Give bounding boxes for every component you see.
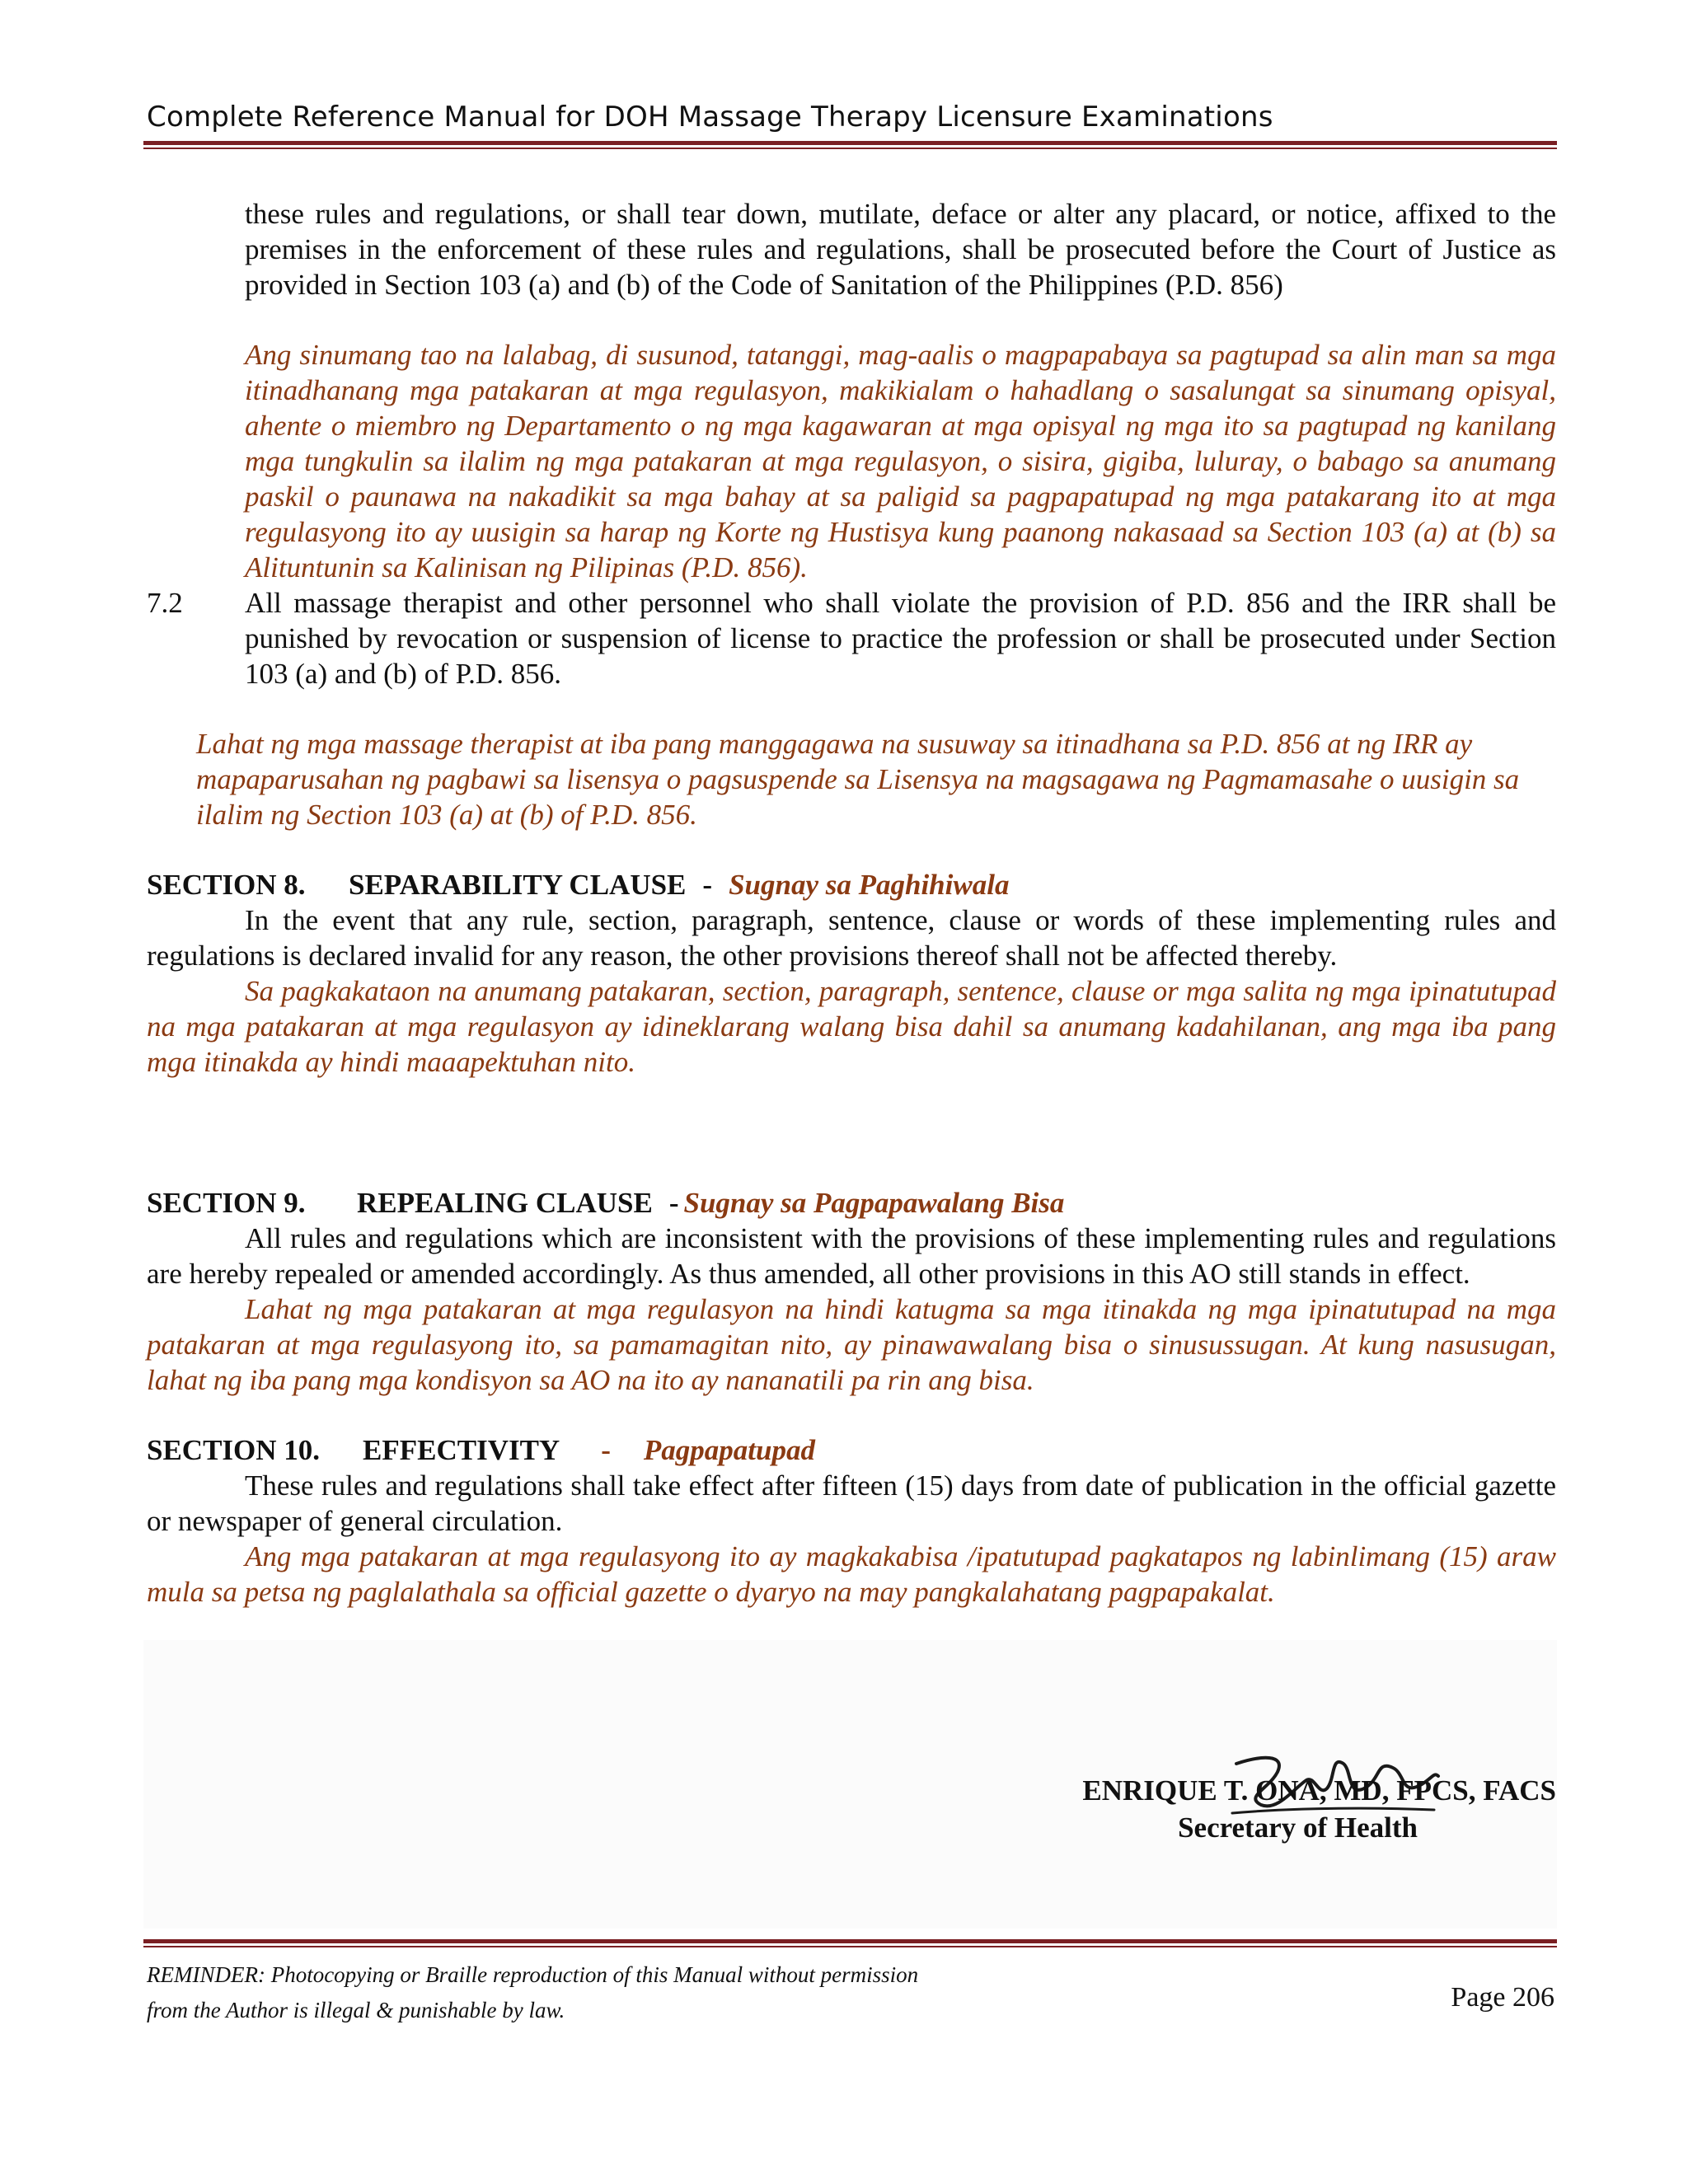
section-9-heading <box>147 1185 1556 1221</box>
page-number: Page 206 <box>1451 1982 1554 2013</box>
section-9-english: All rules and regulations which are inconsistent with the provisions of these implementing rules and regulations are hereby repealed or amended accordingly. As thus amended, all other provisions in this AO still stands in effect. <box>147 1222 1556 1290</box>
section-title: EFFECTIVITY <box>363 1434 560 1466</box>
section-number: SECTION 8. <box>147 869 306 901</box>
footer-rule-thin <box>143 1946 1557 1947</box>
section-10-tagalog: Ang mga patakaran at mga regulasyong ito ay magkakabisa /ipatutupad pagkatapos ng labinlimang (15) araw mula sa petsa ng paglalathala sa official gazette o dyaryo na may pangkalahatang pagpapakalat. <box>147 1540 1556 1608</box>
section-8-tagalog: Sa pagkakataon na anumang patakaran, section, paragraph, sentence, clause or mga salita ng mga ipinatutupad na mga patakaran at mga regulasyon ay idineklarang walang bisa dahil sa anumang kadahilanan, ang mga iba pang mga itinakda ay hindi maaapektuhan nito. <box>147 975 1556 1078</box>
page-body <box>147 196 1556 1610</box>
section-subtitle: Sugnay sa Paghihiwala <box>729 869 1010 901</box>
section-dash: - <box>601 1434 611 1466</box>
signatory-name: ENRIQUE T. ONA, MD, FPCS, FACS <box>1082 1774 1556 1807</box>
item-7-2-english: All massage therapist and other personnel who shall violate the provision of P.D. 856 and the IRR shall be punished by revocation or suspension of license to practice the profession or shall be prosecuted under Section 103 (a) and (b) of P.D. 856. <box>245 587 1556 690</box>
footer-rule <box>143 1939 1557 1943</box>
footer-reminder <box>147 1957 918 2028</box>
section-10-english: These rules and regulations shall take effect after fifteen (15) days from date of publication in the official gazette or newspaper of general circulation. <box>147 1469 1556 1537</box>
section-dash: - <box>702 869 713 901</box>
section-subtitle: Pagpapatupad <box>643 1434 815 1466</box>
continued-tagalog-paragraph: Ang sinumang tao na lalabag, di susunod, tatanggi, mag-aalis o magpapabaya sa pagtupad sa alin man sa mga itinadhanang mga patakaran at mga regulasyon, makikialam o hahadlang o sasalungat sa sinumang opisyal, ahente o miembro ng Departamento o ng mga kagawaran at mga opisyal ng mga ito sa pagtupad ng kanilang mga tungkulin sa ilalim ng mga patakaran at mga regulasyon, o sisira, gigiba, luluray, o babago sa anumang paskil o paunawa na nakadikit sa mga bahay at sa paligid sa pagpapatupad ng mga patakarang ito at mga regulasyong ito ay uusigin sa harap ng Korte ng Hustisya kung paanong nakasaad sa Section 103 (a) at (b) sa Alituntunin sa Kalinisan ng Pilipinas (P.D. 856). <box>245 339 1556 583</box>
continued-english-paragraph: these rules and regulations, or shall tear down, mutilate, deface or alter any placard, or notice, affixed to the premises in the enforcement of these rules and regulations, shall be prosecuted before the Court of Justice as provided in Section 103 (a) and (b) of the Code of Sanitation of the Philippines (P.D. 856) <box>245 198 1556 301</box>
item-number: 7.2 <box>147 587 183 619</box>
section-8-heading <box>147 867 1556 902</box>
reminder-line-2: from the Author is illegal & punishable by law. <box>147 1998 565 2022</box>
section-number: SECTION 9. <box>147 1187 306 1219</box>
header-rule <box>143 141 1557 145</box>
signature-block <box>1082 1772 1556 1846</box>
section-title: SEPARABILITY CLAUSE <box>349 869 687 901</box>
running-header: Complete Reference Manual for DOH Massage Therapy Licensure Examinations <box>147 101 1273 134</box>
section-number: SECTION 10. <box>147 1434 321 1466</box>
signatory-title: Secretary of Health <box>1178 1811 1418 1844</box>
section-10-heading <box>147 1432 1556 1468</box>
section-title: REPEALING CLAUSE <box>357 1187 653 1219</box>
reminder-line-1: REMINDER: Photocopying or Braille reproduction of this Manual without permission <box>147 1962 919 1987</box>
item-7-2-tagalog: Lahat ng mga massage therapist at iba pang manggagawa na susuway sa itinadhana sa P.D. 856 at ng IRR ay mapaparusahan ng pagbawi sa lisensya o pagsuspende sa Lisensya na magsagawa ng Pagmamasahe o uusigin sa ilalim ng Section 103 (a) at (b) of P.D. 856. <box>196 728 1520 831</box>
section-9-tagalog: Lahat ng mga patakaran at mga regulasyon na hindi katugma sa mga itinakda ng mga ipinatutupad na mga patakaran at mga regulasyong ito, sa pamamagitan nito, ay pinawawalang bisa o sinusussugan. At kung nasusugan, lahat ng iba pang mga kondisyon sa AO na ito ay nananatili pa rin ang bisa. <box>147 1293 1556 1396</box>
section-subtitle: Sugnay sa Pagpapawalang Bisa <box>683 1187 1065 1219</box>
item-7-2 <box>147 585 1556 691</box>
section-dash: - <box>668 1187 679 1219</box>
header-rule-thin <box>143 148 1557 149</box>
section-8-english: In the event that any rule, section, paragraph, sentence, clause or words of these implementing rules and regulations is declared invalid for any reason, the other provisions thereof shall not be affected thereby. <box>147 904 1556 972</box>
